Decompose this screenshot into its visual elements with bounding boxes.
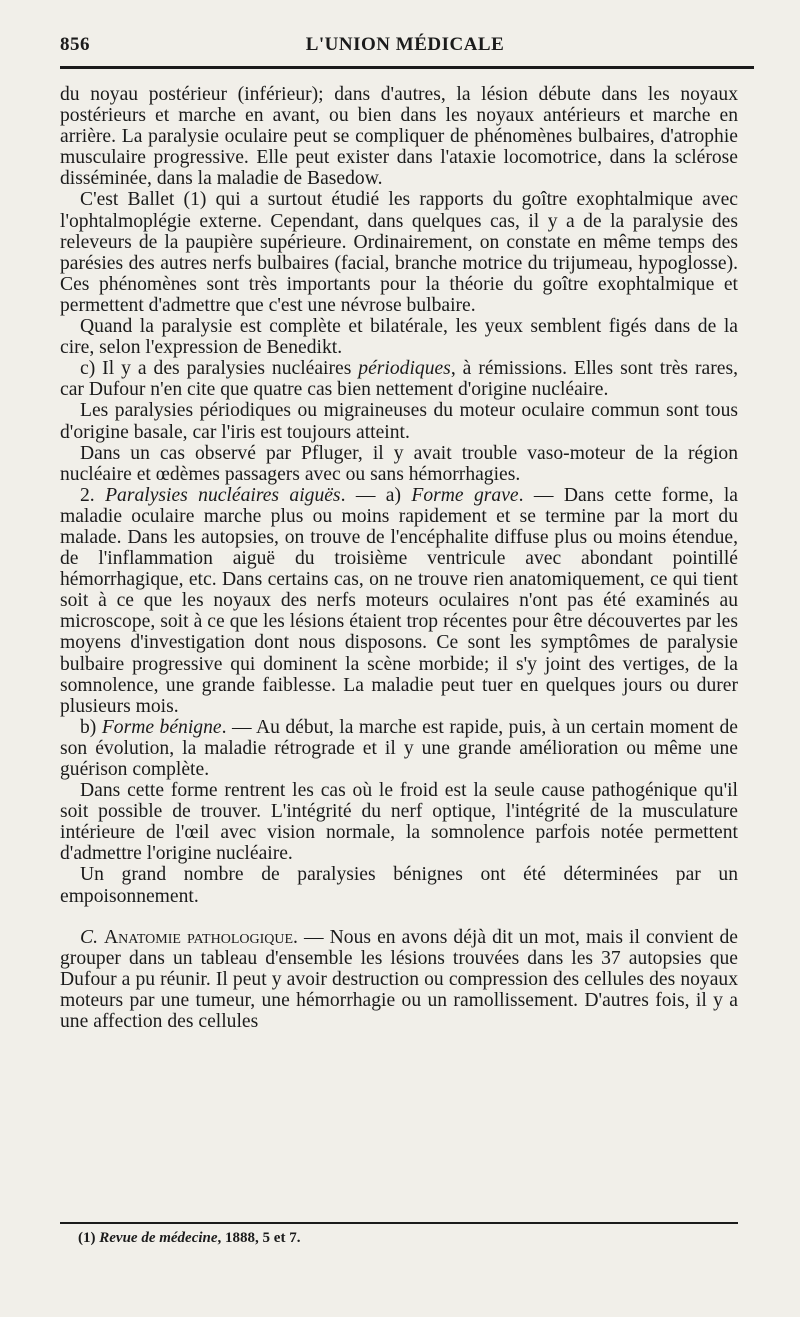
paragraph-4-text-after: , à rémissions. Elles sont très rares, car Dufour n'en cite que quatre cas bien nettement d'origine nucléaire. bbox=[60, 358, 738, 401]
paragraph-6: Dans un cas observé par Pfluger, il y avait trouble vaso-moteur de la région nucléaire et œdèmes passagers avec ou sans hémorrhagies. bbox=[60, 442, 738, 485]
paragraph-8-prefix: b) bbox=[80, 716, 102, 738]
section-letter: C. bbox=[80, 926, 98, 948]
paragraph-1: du noyau postérieur (inférieur); dans d'autres, la lésion débute dans les noyaux postérieurs et marche en avant, ou bien dans les noyaux antérieurs et marche en arrière. La paralysie oculaire peut se compliquer de phénomènes bulbaires, d'atrophie musculaire progressive. Elle peut exister dans l'ataxie locomotrice, dans la sclérose disséminée, dans la maladie de Basedow. bbox=[60, 84, 738, 190]
page-number: 856 bbox=[60, 34, 90, 55]
running-title: L'UNION MÉDICALE bbox=[305, 34, 505, 55]
paragraph-10: Un grand nombre de paralysies bénignes ont été déterminées par un empoisonnement. bbox=[60, 864, 738, 907]
footnote-source: Revue de médecine bbox=[99, 1230, 218, 1246]
body-text bbox=[60, 84, 738, 1032]
paragraph-11 bbox=[60, 927, 738, 1032]
subsection-title: Forme grave bbox=[411, 484, 519, 506]
paragraph-4-italic: périodiques bbox=[358, 358, 451, 380]
paragraph-7 bbox=[60, 485, 738, 717]
section-title: Paralysies nucléaires aiguës bbox=[105, 484, 341, 506]
paragraph-4 bbox=[60, 358, 738, 400]
paragraph-11-text: . — Nous en avons déjà dit un mot, mais il convient de grouper dans un tableau d'ensemble les lésions trouvées dans les 37 autopsies que Dufour a pu réunir. Il peut y avoir destruction ou compression des cellules des noyaux moteurs par une tumeur, une hémorrhagie ou un ramollissement. D'autres fois, il y a une affection des cellules bbox=[60, 926, 738, 1033]
footnote-text: , 1888, 5 et 7. bbox=[217, 1230, 301, 1246]
paragraph-2: C'est Ballet (1) qui a surtout étudié les rapports du goître exophtalmique avec l'ophtalmoplégie externe. Cependant, dans quelques cas, il y a de la paralysie des releveurs de la paupière supérieure. Ordinairement, on constate en même temps des parésies des autres nerfs bulbaires (facial, branche motrice du trijumeau, hypoglosse). Ces phénomènes sont très importants pour la théorie du goître exophtalmique et permettent d'admettre que c'est une névrose bulbaire. bbox=[60, 189, 738, 316]
paragraph-8-italic: Forme bénigne bbox=[101, 716, 222, 738]
paragraph-7-text: . — Dans cette forme, la maladie oculaire marche plus ou moins rapidement et se termine par la mort du malade. Dans les autopsies, on trouve de l'encéphalite diffuse plus ou moins étendue, de l'inflammation aiguë du troisième ventricule avec abondant pointillé hémorrhagique, etc. Dans certains cas, on ne trouve rien anatomiquement, ce qui tient soit à ce que les noyaux des nerfs moteurs oculaires n'ont pas été examinés au microscope, soit à ce que les lésions étaient trop récentes pour être découvertes par les moyens d'investigation dont nous disposons. Ce sont les symptômes de paralysie bulbaire progressive qui dominent la scène morbide; il s'y joint des vertiges, de la somnolence, une grande faiblesse. La maladie peut tuer en quelques jours ou durer plusieurs mois. bbox=[60, 484, 738, 717]
footnote-marker: (1) bbox=[78, 1230, 96, 1246]
paragraph-8-text: . — Au début, la marche est rapide, puis, à un certain moment de son évolution, la maladie rétrograde et il y une grande amélioration ou même une guérison complète. bbox=[60, 716, 738, 780]
section-heading: Anatomie pathologique bbox=[104, 926, 294, 948]
paragraph-9: Dans cette forme rentrent les cas où le froid est la seule cause pathogénique qu'il soit possible de trouver. L'intégrité du nerf optique, l'intégrité de la musculature intérieure de l'œil avec vision normale, la somnolence parfois notée permettent d'admettre l'origine nucléaire. bbox=[60, 780, 738, 865]
footnote-rule bbox=[60, 1222, 738, 1224]
section-number: 2. bbox=[80, 484, 106, 506]
section-separator: . — a) bbox=[340, 484, 412, 506]
footnote bbox=[78, 1230, 738, 1247]
paragraph-8 bbox=[60, 717, 738, 780]
header-rule bbox=[60, 66, 754, 69]
paragraph-3: Quand la paralysie est complète et bilatérale, les yeux semblent figés dans de la cire, selon l'expression de Benedikt. bbox=[60, 316, 738, 359]
paragraph-5: Les paralysies périodiques ou migraineuses du moteur oculaire commun sont tous d'origine basale, car l'iris est toujours atteint. bbox=[60, 400, 738, 443]
paragraph-4-text-before: c) Il y a des paralysies nucléaires bbox=[80, 358, 359, 380]
